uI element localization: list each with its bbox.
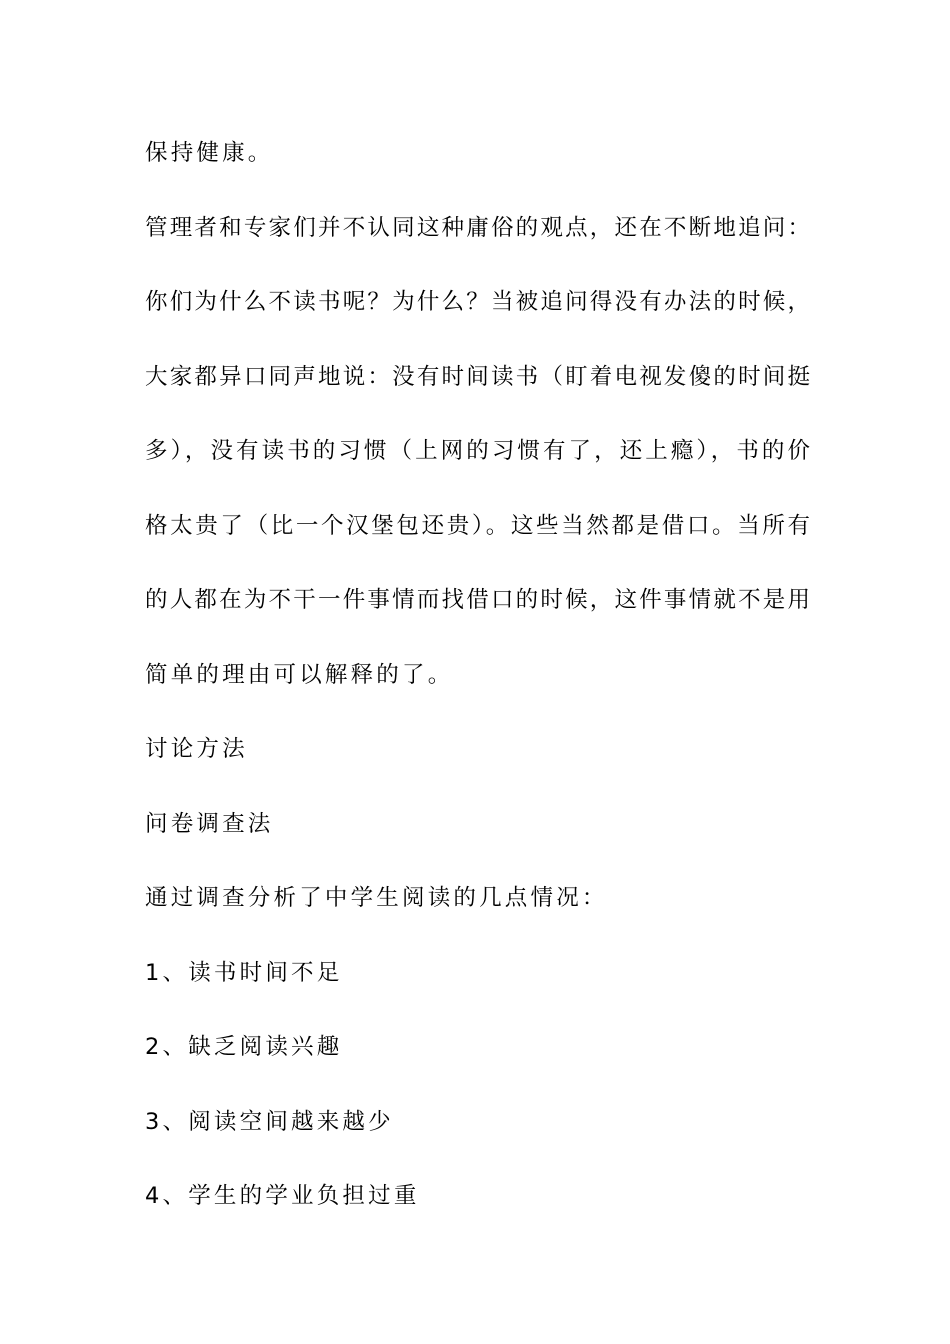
- text-line: 简单的理由可以解释的了。: [145, 661, 454, 688]
- list-item: 1、读书时间不足: [145, 959, 343, 986]
- document-body: [145, 131, 810, 1249]
- text-line: 多），没有读书的习惯（上网的习惯有了，还上瘾），书的价: [145, 438, 810, 464]
- text-line: 大家都异口同声地说：没有时间读书（盯着电视发傻的时间挺: [145, 363, 810, 390]
- list-item: 2、缺乏阅读兴趣: [145, 1034, 343, 1060]
- section-heading: 讨论方法: [145, 736, 248, 762]
- list-item: 4、学生的学业负担过重: [145, 1183, 420, 1209]
- list-item: 3、阅读空间越来越少: [145, 1108, 394, 1135]
- text-line: 保持健康。: [145, 140, 274, 166]
- text-line: 你们为什么不读书呢？为什么？当被追问得没有办法的时候，: [145, 289, 810, 315]
- text-line: 管理者和专家们并不认同这种庸俗的观点，还在不断地追问：: [145, 214, 810, 241]
- subsection-heading: 问卷调查法: [145, 810, 274, 837]
- text-line: 格太贵了（比一个汉堡包还贵）。这些当然都是借口。当所有: [145, 512, 810, 539]
- text-line: 通过调查分析了中学生阅读的几点情况：: [145, 885, 608, 911]
- text-line: 的人都在为不干一件事情而找借口的时候，这件事情就不是用: [145, 587, 810, 613]
